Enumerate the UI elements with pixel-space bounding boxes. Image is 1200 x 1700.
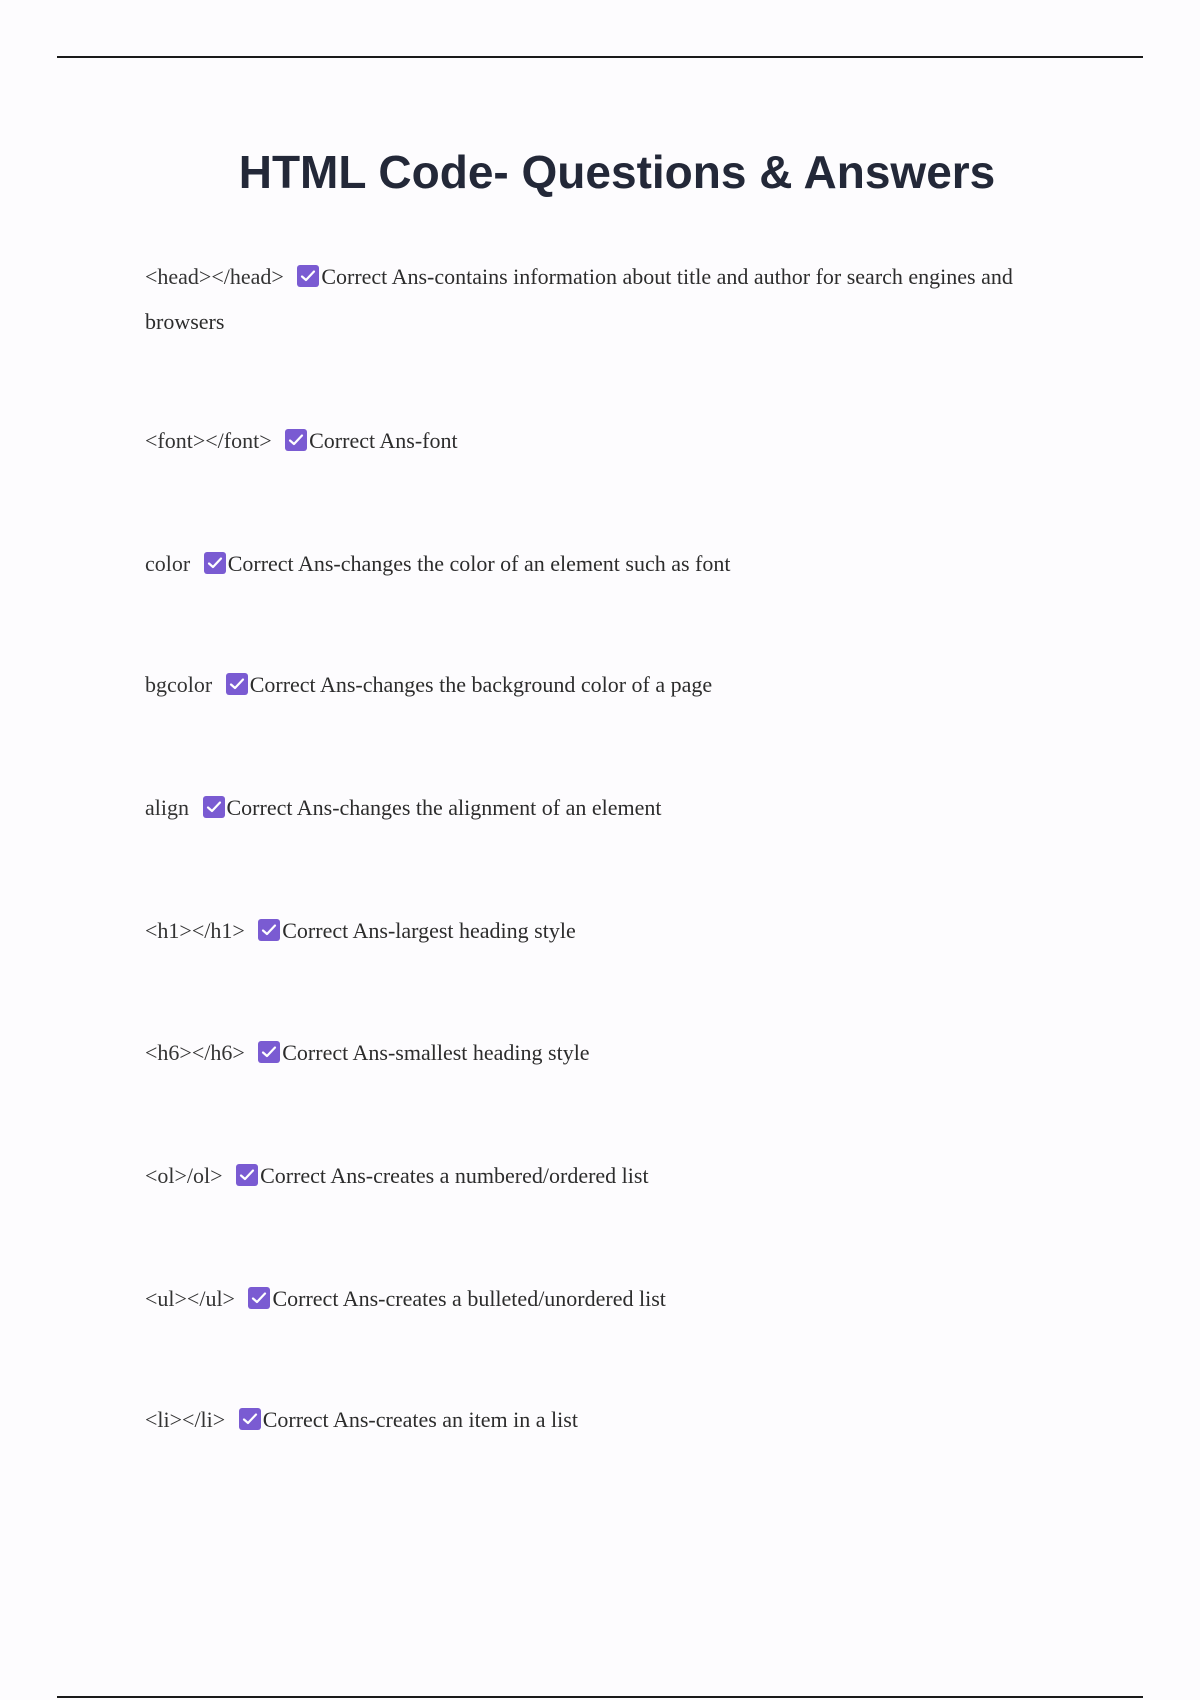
- question-term: <h6></h6>: [145, 1040, 245, 1065]
- checkbox-checked-icon: [239, 1408, 261, 1430]
- checkbox-checked-icon: [297, 265, 319, 287]
- qa-item: [145, 418, 1075, 463]
- question-term: <li></li>: [145, 1407, 226, 1432]
- answer-text: Correct Ans-largest heading style: [282, 918, 576, 943]
- qa-item: [145, 1276, 1075, 1321]
- page-title: HTML Code- Questions & Answers: [238, 146, 996, 198]
- answer-text: Correct Ans-changes the background color of a page: [249, 672, 713, 697]
- answer-text: Correct Ans-changes the color of an element such as font: [227, 551, 731, 576]
- answer-text: Correct Ans-creates a bulleted/unordered list: [272, 1286, 666, 1311]
- qa-item: [145, 1397, 1075, 1442]
- question-term: bgcolor: [145, 672, 213, 697]
- question-term: <head></head>: [145, 264, 284, 289]
- answer-text: Correct Ans-contains information about title and author for search engines and browsers: [145, 264, 1013, 334]
- qa-item: [145, 908, 1075, 953]
- qa-item: [145, 1030, 1075, 1075]
- qa-item: [145, 785, 1075, 830]
- question-term: <ol>/ol>: [145, 1163, 223, 1188]
- question-term: align: [145, 795, 189, 820]
- answer-text: Correct Ans-changes the alignment of an element: [226, 795, 662, 820]
- checkbox-checked-icon: [248, 1287, 270, 1309]
- top-rule: [57, 56, 1143, 58]
- question-term: <ul></ul>: [145, 1286, 235, 1311]
- checkbox-checked-icon: [285, 429, 307, 451]
- answer-text: Correct Ans-smallest heading style: [282, 1040, 590, 1065]
- bottom-rule: [57, 1696, 1143, 1698]
- qa-item: [145, 1153, 1075, 1198]
- question-term: <font></font>: [145, 428, 272, 453]
- checkbox-checked-icon: [258, 919, 280, 941]
- qa-item: [145, 254, 1075, 344]
- qa-item: [145, 662, 1075, 707]
- answer-text: Correct Ans-creates a numbered/ordered list: [260, 1163, 649, 1188]
- answer-text: Correct Ans-creates an item in a list: [262, 1407, 578, 1432]
- checkbox-checked-icon: [203, 796, 225, 818]
- question-term: color: [145, 551, 191, 576]
- answer-text: Correct Ans-font: [309, 428, 458, 453]
- question-term: <h1></h1>: [145, 918, 245, 943]
- checkbox-checked-icon: [258, 1041, 280, 1063]
- checkbox-checked-icon: [226, 673, 248, 695]
- checkbox-checked-icon: [236, 1164, 258, 1186]
- checkbox-checked-icon: [204, 552, 226, 574]
- qa-item: [145, 541, 1075, 586]
